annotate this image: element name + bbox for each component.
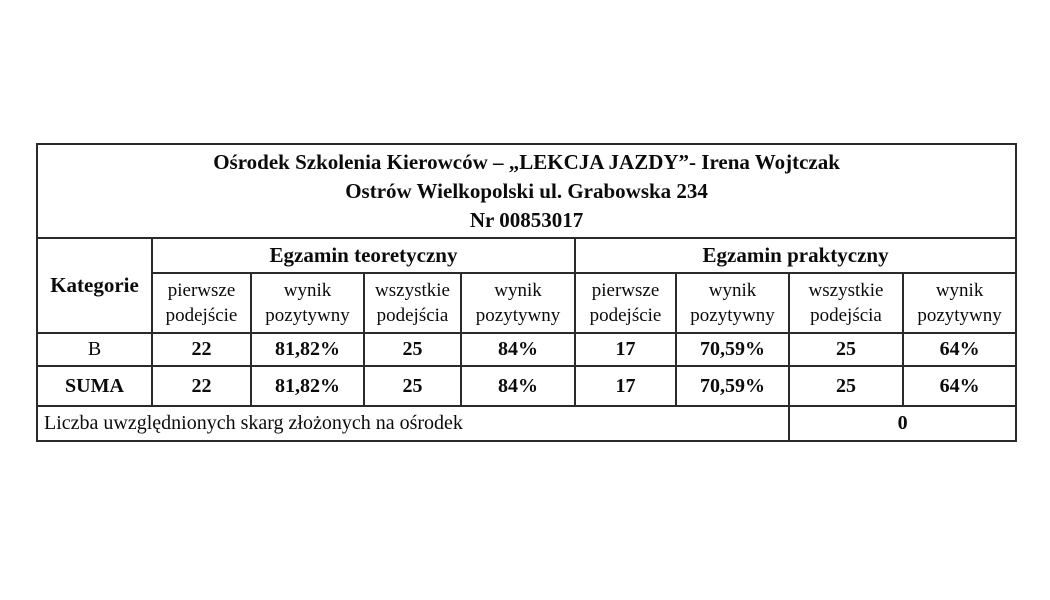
data-cell: 22 — [152, 366, 251, 406]
category-column-header: Kategorie — [37, 238, 152, 333]
practical-first-attempt-header: pierwsze podejście — [575, 273, 676, 333]
org-address-line: Ostrów Wielkopolski ul. Grabowska 234 — [345, 178, 708, 203]
table-row-category-b — [37, 333, 1016, 366]
theory-exam-group-header: Egzamin teoretyczny — [152, 238, 575, 273]
org-name-line: Ośrodek Szkolenia Kierowców – „LEKCJA JAZDY”- Irena Wojtczak — [213, 149, 840, 174]
data-cell: 25 — [789, 366, 903, 406]
data-cell: 17 — [575, 333, 676, 366]
data-cell: 64% — [903, 333, 1016, 366]
exam-group-header-row — [37, 238, 1016, 273]
data-cell: 25 — [364, 333, 461, 366]
table-title-cell — [37, 144, 1016, 238]
data-cell: 25 — [364, 366, 461, 406]
data-cell: 84% — [461, 366, 575, 406]
practical-exam-group-header: Egzamin praktyczny — [575, 238, 1016, 273]
practical-all-attempts-header: wszystkie podejścia — [789, 273, 903, 333]
theory-first-attempt-header: pierwsze podejście — [152, 273, 251, 333]
category-label: SUMA — [37, 366, 152, 406]
complaints-label: Liczba uwzględnionych skarg złożonych na ośrodek — [37, 406, 789, 441]
data-cell: 64% — [903, 366, 1016, 406]
data-cell: 17 — [575, 366, 676, 406]
data-cell: 22 — [152, 333, 251, 366]
exam-results-table — [36, 143, 1017, 442]
complaints-value: 0 — [789, 406, 1016, 441]
practical-positive-result-2-header: wynik pozytywny — [903, 273, 1016, 333]
data-cell: 70,59% — [676, 366, 789, 406]
sub-header-row — [37, 273, 1016, 333]
theory-all-attempts-header: wszystkie podejścia — [364, 273, 461, 333]
data-cell: 81,82% — [251, 333, 364, 366]
title-row — [37, 144, 1016, 238]
theory-positive-result-header: wynik pozytywny — [251, 273, 364, 333]
practical-positive-result-header: wynik pozytywny — [676, 273, 789, 333]
org-number-line: Nr 00853017 — [469, 207, 584, 232]
theory-positive-result-2-header: wynik pozytywny — [461, 273, 575, 333]
category-label: B — [37, 333, 152, 366]
data-cell: 25 — [789, 333, 903, 366]
data-cell: 70,59% — [676, 333, 789, 366]
table-row-suma — [37, 366, 1016, 406]
data-cell: 81,82% — [251, 366, 364, 406]
data-cell: 84% — [461, 333, 575, 366]
complaints-row — [37, 406, 1016, 441]
